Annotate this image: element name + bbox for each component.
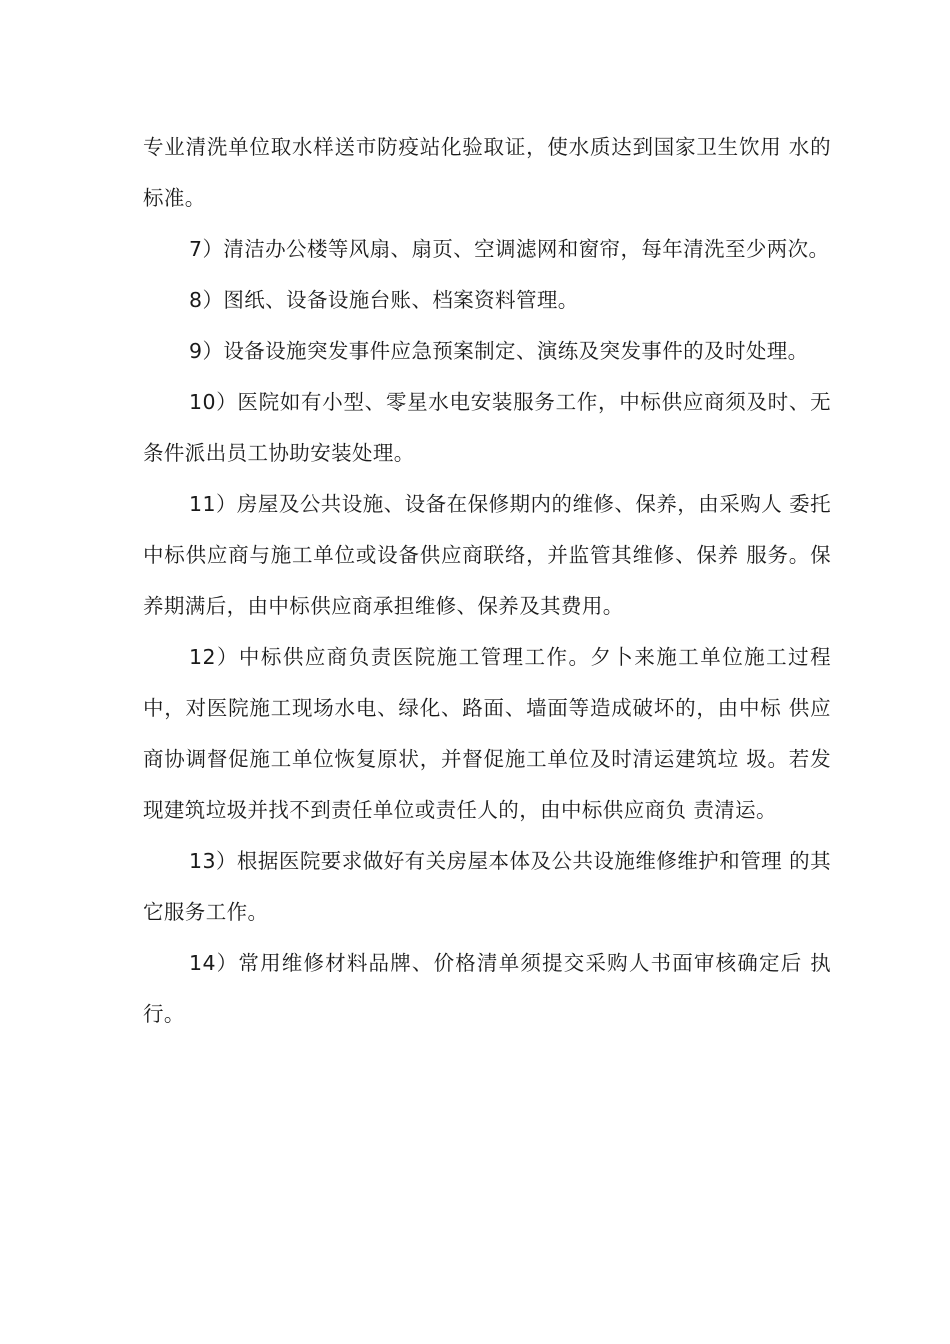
paragraph-water-quality: 专业清洗单位取水样送市防疫站化验取证，使水质达到国家卫生饮用 水的标准。: [143, 135, 831, 210]
paragraph-item-13: 13）根据医院要求做好有关房屋本体及公共设施维修维护和管理 的其它服务工作。: [143, 849, 831, 924]
paragraph-item-9: 9）设备设施突发事件应急预案制定、演练及突发事件的及时处理。: [189, 339, 809, 363]
paragraph-item-8: 8）图纸、设备设施台账、档案资料管理。: [189, 288, 579, 312]
paragraph-item-10: 10）医院如有小型、零星水电安装服务工作，中标供应商须及时、无条件派出员工协助安装处理。: [143, 390, 831, 465]
document-body: [143, 122, 831, 1040]
paragraph-item-7: 7）清洁办公楼等风扇、扇页、空调滤网和窗帘，每年清洗至少两次。: [189, 237, 830, 261]
paragraph-item-12: 12）中标供应商负责医院施工管理工作。夕卜来施工单位施工过程中，对医院施工现场水电、绿化、路面、墙面等造成破坏的，由中标 供应商协调督促施工单位恢复原状，并督促施工单位及时清运建筑垃 圾。若发现建筑垃圾并找不到责任单位或责任人的，由中标供应商负 责清运。: [143, 645, 831, 822]
paragraph-item-11: 11）房屋及公共设施、设备在保修期内的维修、保养，由采购人 委托中标供应商与施工单位或设备供应商联络，并监管其维修、保养 服务。保养期满后，由中标供应商承担维修、保养及其费用。: [143, 492, 831, 618]
paragraph-item-14: 14）常用维修材料品牌、价格清单须提交采购人书面审核确定后 执行。: [143, 951, 831, 1026]
